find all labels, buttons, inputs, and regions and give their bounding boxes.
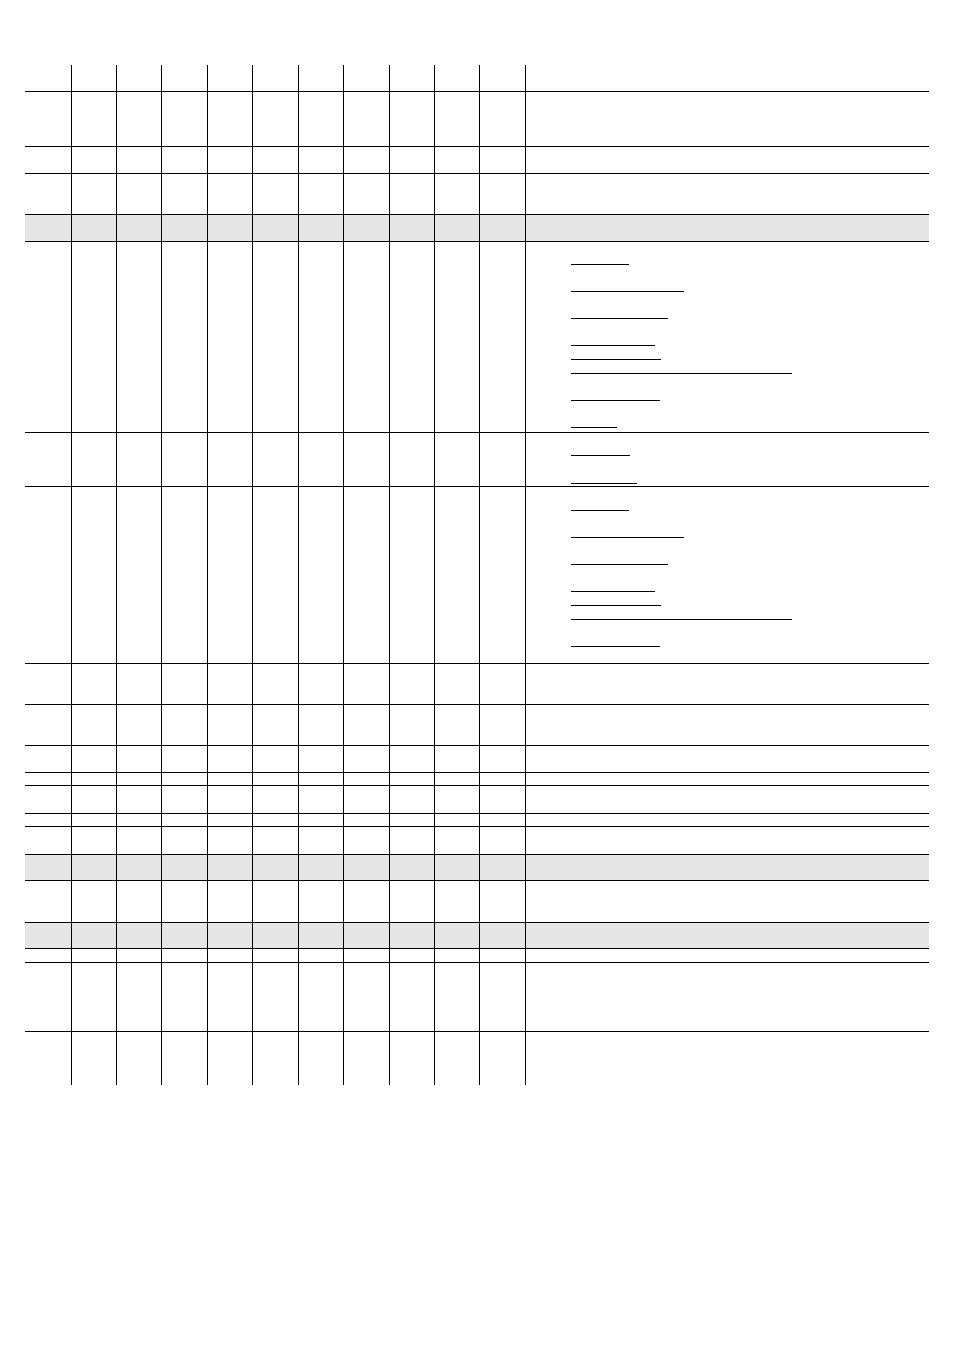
link-underline[interactable] (571, 483, 637, 484)
column-divider (207, 65, 208, 1085)
link-underline[interactable] (571, 455, 630, 456)
column-divider (71, 65, 72, 1085)
link-underline[interactable] (571, 264, 629, 265)
column-divider (298, 65, 299, 1085)
link-underline[interactable] (571, 359, 661, 360)
link-underline[interactable] (571, 373, 792, 374)
link-underline[interactable] (571, 318, 668, 319)
column-divider (525, 65, 526, 1085)
column-divider (161, 65, 162, 1085)
link-underline[interactable] (571, 646, 660, 647)
link-underline[interactable] (571, 510, 629, 511)
link-underline[interactable] (571, 605, 661, 606)
column-divider (434, 65, 435, 1085)
link-underline[interactable] (571, 345, 655, 346)
column-divider (479, 65, 480, 1085)
link-underline[interactable] (571, 564, 668, 565)
link-underline[interactable] (571, 291, 684, 292)
column-divider (116, 65, 117, 1085)
column-divider (389, 65, 390, 1085)
link-underline[interactable] (571, 537, 684, 538)
link-underline[interactable] (571, 400, 660, 401)
link-underline[interactable] (571, 591, 655, 592)
column-divider (343, 65, 344, 1085)
link-underline[interactable] (571, 619, 792, 620)
column-divider (252, 65, 253, 1085)
link-underline[interactable] (571, 427, 617, 428)
